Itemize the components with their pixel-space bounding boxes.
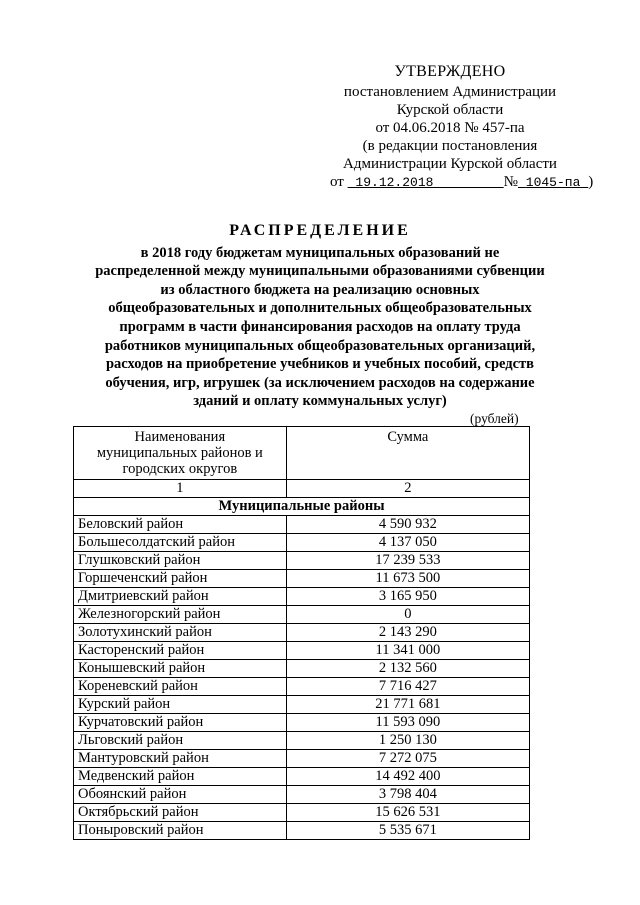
table-header-row (74, 427, 530, 480)
district-name: Большесолдатский район (74, 534, 287, 552)
number-label: № (503, 174, 518, 190)
district-name: Поныровский район (74, 822, 287, 840)
district-name: Курский район (74, 696, 287, 714)
heading-line: расходов на приобретение учебников и учебных пособий, средств (105, 356, 535, 373)
district-name: Октябрьский район (74, 804, 287, 822)
from-label: от (330, 174, 344, 190)
column-header-amount: Сумма (286, 427, 529, 480)
approval-line-2: Курской области (396, 102, 504, 118)
district-name: Железногорский район (74, 606, 287, 624)
district-amount: 7 716 427 (286, 678, 529, 696)
district-name: Обоянский район (74, 786, 287, 804)
close-paren: ) (588, 174, 594, 190)
district-amount: 21 771 681 (286, 696, 529, 714)
table-row (74, 696, 530, 714)
distribution-table (73, 426, 530, 840)
district-amount: 3 165 950 (286, 588, 529, 606)
column-header-name: Наименования муниципальных районов и городских округов (74, 427, 287, 480)
table-row (74, 642, 530, 660)
district-name: Льговский район (74, 732, 287, 750)
district-amount: 17 239 533 (286, 552, 529, 570)
district-name: Касторенский район (74, 642, 287, 660)
column-number-2: 2 (286, 480, 529, 498)
district-name: Беловский район (74, 516, 287, 534)
amendment-number: 1045-па (525, 175, 581, 190)
heading-line: в 2018 году бюджетам муниципальных образований не (140, 244, 500, 261)
table-row (74, 822, 530, 840)
district-name: Дмитриевский район (74, 588, 287, 606)
table-row (74, 606, 530, 624)
approval-block (300, 63, 600, 192)
district-name: Медвенский район (74, 768, 287, 786)
table-row (74, 516, 530, 534)
district-name: Кореневский район (74, 678, 287, 696)
amendment-signature-line (300, 173, 600, 192)
district-amount: 4 137 050 (286, 534, 529, 552)
table-row (74, 570, 530, 588)
district-amount: 2 143 290 (286, 624, 529, 642)
district-amount: 2 132 560 (286, 660, 529, 678)
district-name: Конышевский район (74, 660, 287, 678)
table-row (74, 660, 530, 678)
section-title: Муниципальные районы (74, 498, 530, 516)
heading-title: РАСПРЕДЕЛЕНИЕ (229, 222, 411, 239)
district-amount: 14 492 400 (286, 768, 529, 786)
approval-line-1: постановлением Администрации (343, 84, 557, 100)
table-row (74, 768, 530, 786)
heading-line: работников муниципальных общеобразовательных организаций, (104, 337, 536, 354)
document-heading (70, 222, 570, 411)
heading-line: из областного бюджета на реализацию основных (160, 281, 480, 298)
table-row (74, 804, 530, 822)
table-row (74, 552, 530, 570)
district-amount: 4 590 932 (286, 516, 529, 534)
approval-line-4: (в редакции постановления (362, 138, 538, 154)
district-amount: 0 (286, 606, 529, 624)
district-amount: 15 626 531 (286, 804, 529, 822)
column-number-row (74, 480, 530, 498)
district-name: Глушковский район (74, 552, 287, 570)
district-amount: 11 593 090 (286, 714, 529, 732)
table-row (74, 678, 530, 696)
table-row (74, 534, 530, 552)
approval-line-3: от 04.06.2018 № 457-па (375, 120, 525, 136)
district-amount: 11 673 500 (286, 570, 529, 588)
approval-line-5: Администрации Курской области (343, 156, 557, 172)
district-amount: 1 250 130 (286, 732, 529, 750)
district-amount: 7 272 075 (286, 750, 529, 768)
heading-line: обучения, игр, игрушек (за исключением расходов на содержание (105, 374, 535, 391)
heading-line: распределенной между муниципальными образованиями субвенции (95, 263, 545, 280)
district-name: Мантуровский район (74, 750, 287, 768)
district-amount: 3 798 404 (286, 786, 529, 804)
heading-line: программ в части финансирования расходов на оплату труда (119, 318, 521, 335)
district-name: Золотухинский район (74, 624, 287, 642)
section-row (74, 498, 530, 516)
district-amount: 11 341 000 (286, 642, 529, 660)
table-row (74, 714, 530, 732)
heading-line: зданий и оплату коммунальных услуг) (193, 393, 447, 410)
table-row (74, 786, 530, 804)
district-amount: 5 535 671 (286, 822, 529, 840)
district-name: Горшеченский район (74, 570, 287, 588)
approval-title: УТВЕРЖДЕНО (394, 63, 506, 80)
table-row (74, 588, 530, 606)
table-row (74, 624, 530, 642)
table-row (74, 750, 530, 768)
units-label: (рублей) (470, 411, 519, 426)
table-row (74, 732, 530, 750)
district-name: Курчатовский район (74, 714, 287, 732)
heading-line: общеобразовательных и дополнительных общеобразовательных (108, 300, 532, 317)
column-number-1: 1 (74, 480, 287, 498)
amendment-date: 19.12.2018 (355, 175, 434, 190)
